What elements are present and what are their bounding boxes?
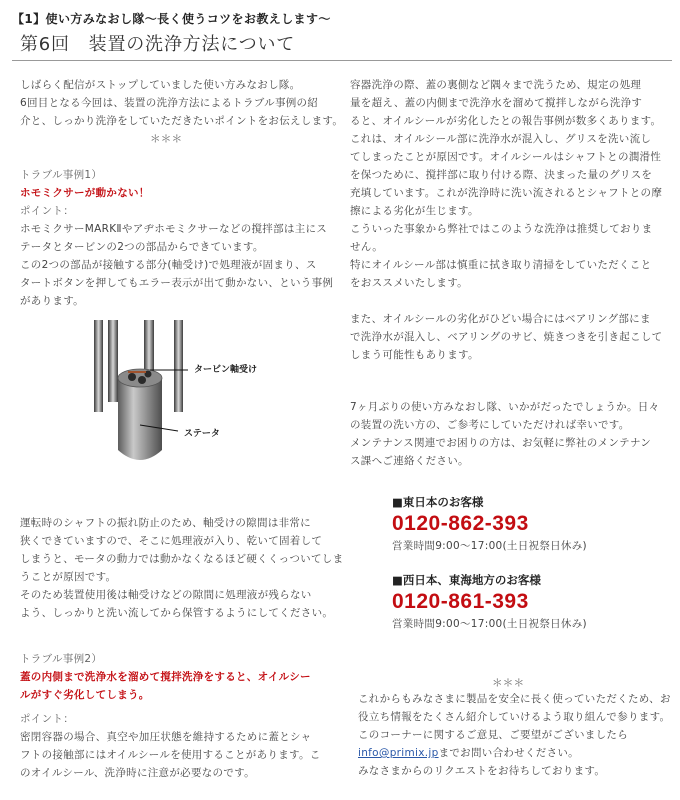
case2-headline: ルがすぐ劣化してしまう。 [20,689,150,701]
intro-line: 6回目となる今回は、装置の洗浄方法によるトラブル事例の紹 [20,97,319,109]
closing-line: これからもみなさまに製品を安全に長く使っていただくため、お [358,693,671,705]
stator-turbine-figure [88,320,288,470]
right-line: を保つために、撹拌部に取り付ける際、決まった量のグリスを [350,169,653,181]
right-line: せん。 [350,241,384,253]
contact-west [392,572,587,631]
case2-explanation [350,76,662,292]
case2-line: のオイルシール、洗浄時に注意が必要なのです。 [20,767,255,779]
case1-line: タートボタンを押してもエラー表示が出て動かない、という事例 [20,277,334,289]
closing-paragraph [358,690,671,780]
case1-line: そのため装置使用後は軸受けなどの隙間に処理液が残らない [20,589,312,601]
right-line: これは、オイルシール部に洗浄水が混入し、グリスを洗い流し [350,133,652,145]
closing-line: このコーナーに関するご意見、ご要望がございましたら [358,729,628,741]
header-divider [12,60,672,61]
case1-line: うことが原因です。 [20,571,117,583]
case1-explanation [20,514,343,622]
right-line: また、オイルシールの劣化がひどい場合にはベアリング部にま [350,313,651,325]
intro-paragraph [20,76,343,130]
contact-hours: 営業時間9:00～17:00(土日祝祭日休み) [392,540,587,552]
summary-paragraph [350,398,659,470]
case2-headline: 蓋の内側まで洗浄水を溜めて撹拌洗浄をすると、オイルシー [20,671,311,683]
contact-phone[interactable]: 0120-862-393 [392,512,529,535]
case1-line: この2つの部品が接触する部分(軸受け)で処理液が固まり、ス [20,259,317,271]
right-line: 充填しています。これが洗浄時に洗い流されるとシャフトとの摩 [350,187,663,199]
right-line: 特にオイルシール部は慎重に拭き取り清掃をしていただくこと [350,259,652,271]
contact-east [392,494,587,553]
case2-point-label: ポイント： [20,713,74,725]
contact-region: ■西日本、東海地方のお客様 [392,573,541,587]
right-line: 容器洗浄の際、蓋の裏側など隅々まで洗うため、規定の処理 [350,79,642,91]
case1-line: 運転時のシャフトの振れ防止のため、軸受けの隙間は非常に [20,517,311,529]
case1-label: トラブル事例1） [20,169,103,181]
case1-line: よう、しっかりと洗い流してから保管するようにしてください。 [20,607,334,619]
section-separator: ＊＊＊ [150,133,183,145]
right-line: 7ヶ月ぶりの使い方みなおし隊、いかがだったでしょうか。日々 [350,401,660,413]
contact-hours: 営業時間9:00～17:00(土日祝祭日休み) [392,618,587,630]
case1-point-label: ポイント： [20,205,74,217]
case2-block [20,650,321,782]
case1-line: しまうと、モータの動力では動かなくなるほど硬くくっついてしま [20,553,344,565]
contact-phone[interactable]: 0120-861-393 [392,590,529,613]
stator-turbine-illustration [88,320,288,470]
right-line: ス課へご連絡ください。 [350,455,469,467]
right-line: しまう可能性もあります。 [350,349,479,361]
right-line: をおススメいたします。 [350,277,468,289]
right-line: メンテナンス関連でお困りの方は、お気軽に弊社のメンテナン [350,437,652,449]
bearing-paragraph [350,310,662,364]
case1-line: 狭くできていますので、そこに処理液が入り、乾いて固着して [20,535,323,547]
intro-line: しばらく配信がストップしていました使い方みなおし隊。 [20,79,301,91]
right-line: の装置の洗い方の、ご参考にしていただければ幸いです。 [350,419,630,431]
closing-line: 役立ち情報をたくさん紹介していけるよう取り組んで参ります。 [358,711,671,723]
closing-separator: ＊＊＊ [492,677,525,689]
case2-line: 密閉容器の場合、真空や加圧状態を維持するために蓋とシャ [20,731,312,743]
closing-line: みなさまからのリクエストをお待ちしております。 [358,765,606,777]
case1-line: ホモミクサーMARKⅡやアヂホモミクサーなどの撹拌部は主にス [20,223,328,235]
case1-line: があります。 [20,295,84,307]
case1-line: テータとタービンの2つの部品からできています。 [20,241,264,253]
contact-email-link[interactable]: info@primix.jp [358,747,439,759]
series-title: 【1】使い方みなおし隊～長く使うコツをお教えします～ [12,12,331,26]
page-title: 第6回 装置の洗浄方法について [20,34,296,55]
right-line: 擦による劣化が生じます。 [350,205,479,217]
right-line: こういった事象から弊社ではこのような洗浄は推奨しておりま [350,223,653,235]
case2-line: フトの接触部にはオイルシールを使用することがあります。こ [20,749,321,761]
right-line: 量を超え、蓋の内側まで洗浄水を溜めて撹拌しながら洗浄す [350,97,643,109]
closing-email-line [358,744,671,762]
contact-region: ■東日本のお客様 [392,495,484,509]
intro-line: 介と、しっかり洗浄をしていただきたいポイントをお伝えします。 [20,115,344,127]
closing-email-suffix: までお問い合わせください。 [438,747,579,759]
right-line: で洗浄水が混入し、ベアリングのサビ、焼きつきを引き起こして [350,331,663,343]
case1-block [20,166,333,310]
right-line: ると、オイルシールが劣化したとの報告事例が数多くあります。 [350,115,662,127]
case2-label: トラブル事例2） [20,653,103,665]
case1-headline: ホモミクサーが動かない！ [20,187,150,199]
stator-label: ステータ [184,429,220,439]
turbine-label: タービン軸受け [194,365,258,375]
right-line: てしまったことが原因です。オイルシールはシャフトとの潤滑性 [350,151,662,163]
